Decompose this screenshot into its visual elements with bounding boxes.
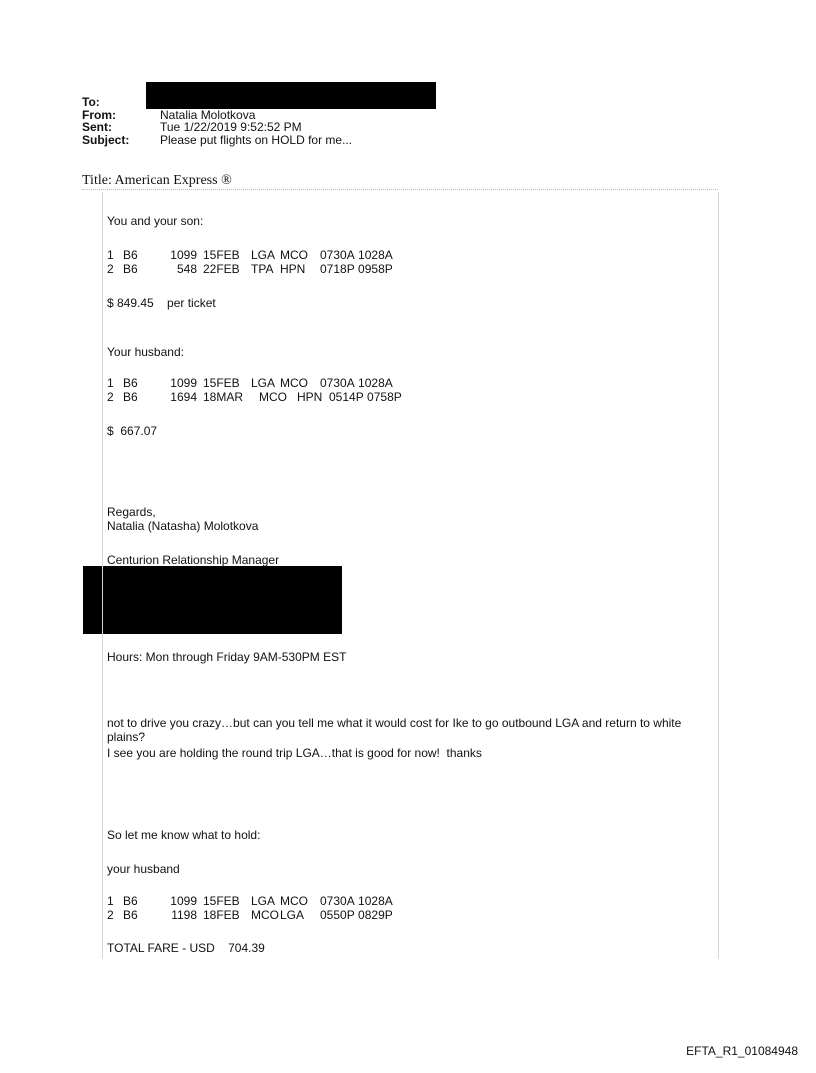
itinerary-row: 1 B6 1099 15FEB LGA MCO 0730A 1028A xyxy=(107,248,393,262)
your-husband-lower: your husband xyxy=(107,862,180,876)
regards-line: Regards, xyxy=(107,505,156,519)
document-id: EFTA_R1_01084948 xyxy=(686,1044,798,1058)
itinerary-row: 2 B6 548 22FEB TPA HPN 0718P 0958P xyxy=(107,262,393,276)
header-subject-row xyxy=(82,134,352,147)
hold-instructions: So let me know what to hold: xyxy=(107,828,261,842)
from-label: From: xyxy=(82,107,116,122)
itinerary-row: 1 B6 1099 15FEB LGA MCO 0730A 1028A xyxy=(107,894,393,908)
subject-label: Subject: xyxy=(82,132,130,147)
itinerary-row: 1 B6 1099 15FEB LGA MCO 0730A 1028A xyxy=(107,376,393,390)
office-hours: Hours: Mon through Friday 9AM-530PM EST xyxy=(107,650,347,664)
redaction-signature-block xyxy=(83,566,342,634)
sent-value: Tue 1/22/2019 9:52:52 PM xyxy=(160,120,302,134)
reply-paragraph: not to drive you crazy…but can you tell me what it would cost for Ike to go outbound LGA and return to white plains? xyxy=(107,716,682,744)
itinerary-row: 2 B6 1694 18MAR MCO HPN 0514P 0758P xyxy=(107,390,402,404)
husband-price: $ 667.07 xyxy=(107,424,158,438)
content-frame-right-border xyxy=(718,192,719,959)
sender-role: Centurion Relationship Manager xyxy=(107,553,280,567)
you-and-son-heading: You and your son: xyxy=(107,214,204,228)
total-fare: TOTAL FARE - USD 704.39 xyxy=(107,941,265,955)
price-per-ticket: $ 849.45 per ticket xyxy=(107,296,216,310)
to-label: To: xyxy=(82,95,100,109)
sender-name: Natalia (Natasha) Molotkova xyxy=(107,519,259,533)
header-sent-row xyxy=(82,121,352,134)
sent-label: Sent: xyxy=(82,120,112,134)
from-value: Natalia Molotkova xyxy=(160,107,256,122)
your-husband-heading: Your husband: xyxy=(107,345,184,359)
content-frame-left-border xyxy=(102,192,103,959)
email-header xyxy=(82,96,352,146)
reply-paragraph-2: I see you are holding the round trip LGA…that is good for now! thanks xyxy=(107,746,482,760)
itinerary-row: 2 B6 1198 18FEB MCO LGA 0550P 0829P xyxy=(107,908,393,922)
document-title: Title: American Express ® xyxy=(82,172,718,190)
subject-value: Please put flights on HOLD for me... xyxy=(160,132,353,147)
header-to-row xyxy=(82,96,352,109)
